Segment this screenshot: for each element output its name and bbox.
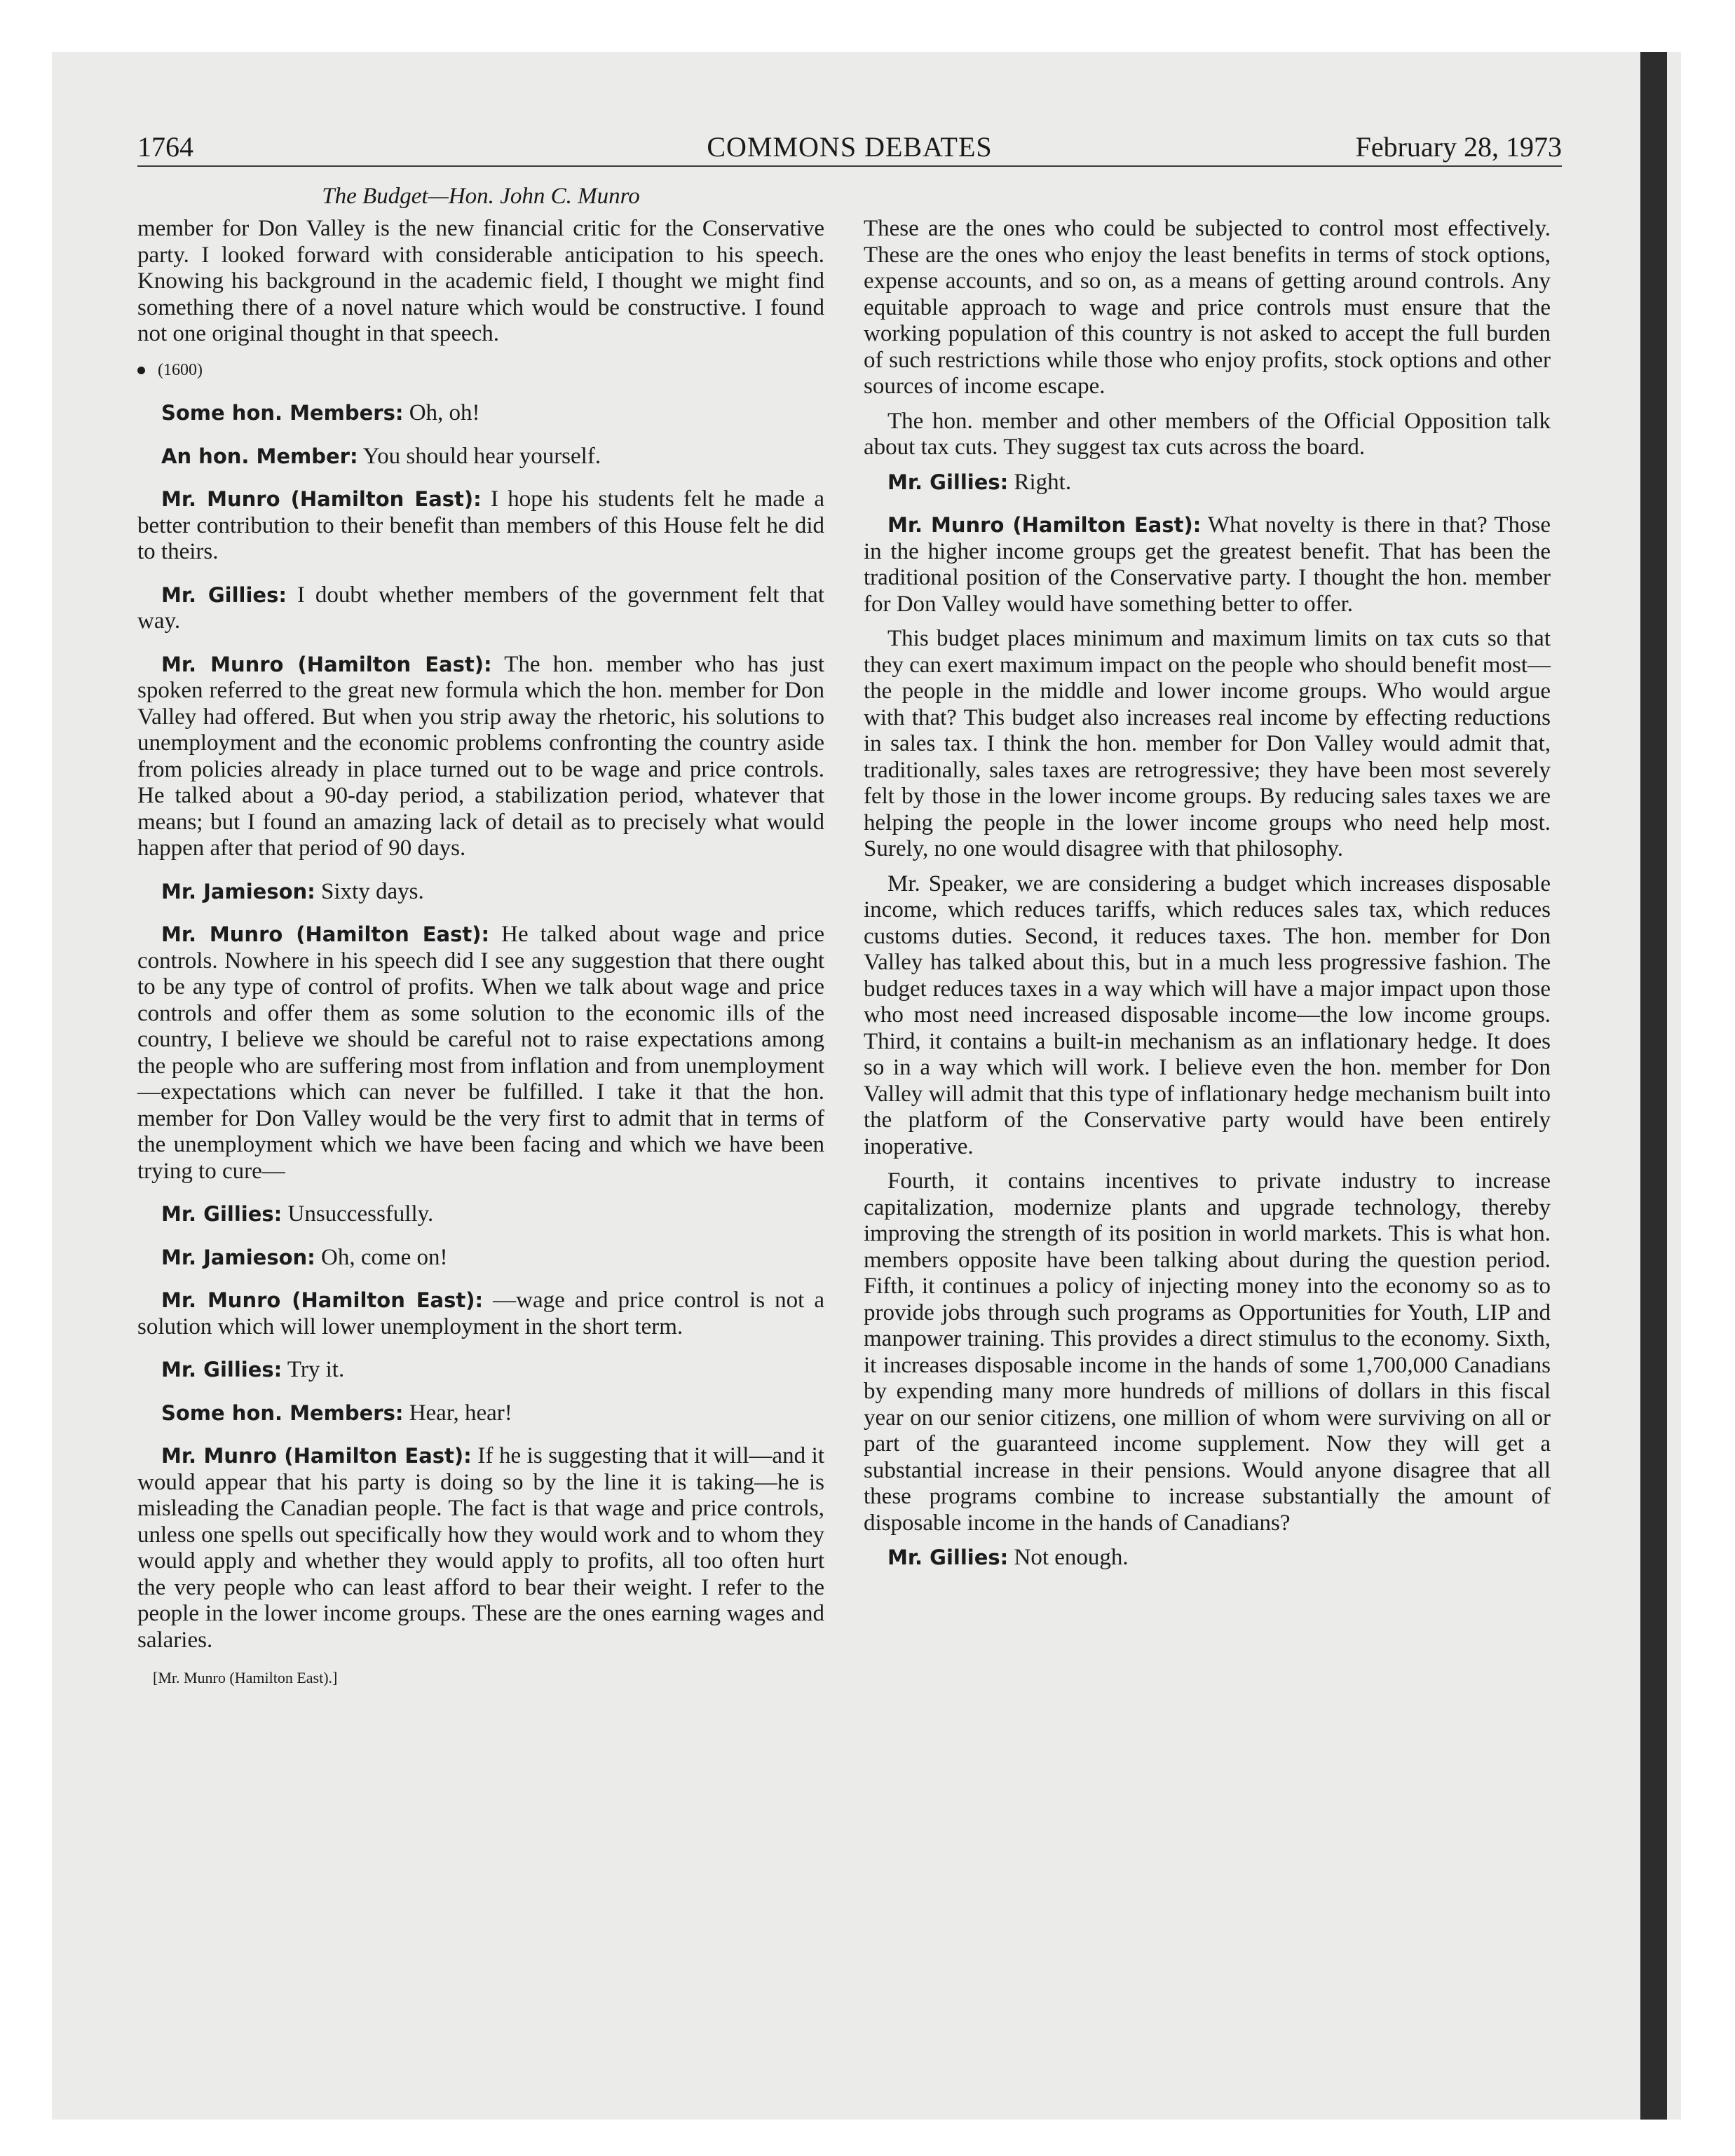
speaker-name: Some hon. Members: (161, 1400, 404, 1425)
speech-paragraph (137, 922, 824, 1185)
speech-text: —wage and price control is not a solution which will lower unemployment in the short term. (137, 1288, 824, 1339)
publication-date: February 28, 1973 (1355, 131, 1562, 163)
running-head: The Budget—Hon. John C. Munro (322, 184, 640, 209)
speech-text: What novelty is there in that? Those in the higher income groups get the greatest benefit. That has been the traditional position of the Conservative party. I thought the hon. member for Don Valley would have something better to offer. (864, 512, 1551, 617)
speaker-name: Mr. Jamieson: (161, 879, 315, 903)
speech-text: Oh, oh! (409, 400, 480, 425)
paragraph: member for Don Valley is the new financial critic for the Conservative party. I looked forward with considerable anticipation to his speech. Knowing his background in the academic field, I thought we might find something there of a novel nature which would be constructive. I found not one original thought in that speech. (137, 216, 824, 346)
speech-text: Try it. (287, 1357, 345, 1382)
paragraph: These are the ones who could be subjected to control most effectively. These are the ones who enjoy the least benefits in terms of stock options, expense accounts, and so on, as a means of getting around controls. Any equitable approach to wage and price controls must ensure that the working population of this country is not asked to accept the full burden of such restrictions while those who enjoy profits, stock options and other sources of income escape. (864, 216, 1551, 399)
speaker-name: Mr. Gillies: (161, 1202, 283, 1226)
speech-text: I hope his students felt he made a better contribution to their benefit than members of this House felt he did to theirs. (137, 486, 825, 564)
speech-text: You should hear yourself. (362, 443, 601, 469)
speaker-name: Mr. Munro (Hamilton East): (161, 922, 490, 946)
speech-text: Hear, hear! (409, 1400, 512, 1426)
speech-paragraph (137, 1400, 824, 1427)
speaker-footnote: [Mr. Munro (Hamilton East).] (153, 1669, 338, 1686)
speaker-name: Mr. Gillies: (161, 582, 287, 607)
speech-text: He talked about wage and price controls. Nowhere in his speech did I see any suggestion that there ought to be any type of control of profits. When we talk about wage and price controls and offer them as some solution to the economic ills of the country, I believe we should be careful not to raise expectations among the people who are suffering most from inflation and from unemployment—expectations which can never be fulfilled. I take it that the hon. member for Don Valley would be the very first to admit that in terms of the unemployment which we have been facing and which we have been trying to cure— (137, 922, 824, 1184)
speaker-name: Mr. Munro (Hamilton East): (161, 652, 492, 676)
speech-paragraph (137, 444, 824, 470)
time-marker-text: (1600) (158, 360, 203, 379)
paragraph: The hon. member and other members of the Official Opposition talk about tax cuts. They suggest tax cuts across the board. (864, 408, 1551, 460)
speech-paragraph (137, 1357, 824, 1384)
page-number: 1764 (137, 131, 193, 163)
speaker-name: Mr. Gillies: (161, 1358, 283, 1381)
speech-text: The hon. member who has just spoken referred to the great new formula which the hon. member for Don Valley had offered. But when you strip away the rhetoric, his solutions to unemployment and the economic problems confronting the country aside from policies already in place turned out to be wage and price controls. He talked about a 90-day period, a stabilization period, whatever that means; but I found an amazing lack of detail as to precisely what would happen after that period of 90 days. (137, 651, 824, 861)
speech-paragraph (137, 1288, 824, 1340)
speech-text: Not enough. (1014, 1545, 1129, 1570)
speaker-name: Mr. Gillies: (887, 1546, 1009, 1569)
time-marker (137, 357, 824, 384)
speaker-name: Some hon. Members: (161, 401, 404, 425)
speaker-name: Mr. Munro (Hamilton East): (161, 1444, 472, 1468)
speech-text: Sixty days. (321, 878, 424, 904)
speech-paragraph (864, 512, 1551, 618)
bullet-icon (137, 367, 145, 374)
speech-paragraph (137, 400, 824, 427)
speech-paragraph (864, 470, 1551, 496)
speaker-name: Mr. Munro (Hamilton East): (161, 1288, 484, 1312)
speaker-name: Mr. Jamieson: (161, 1245, 315, 1269)
speech-paragraph (137, 1245, 824, 1271)
binding-edge (1640, 52, 1667, 2120)
publication-title: COMMONS DEBATES (707, 131, 993, 163)
speech-text: Oh, come on! (321, 1244, 448, 1270)
speech-paragraph (864, 1545, 1551, 1571)
speech-paragraph (137, 652, 824, 862)
speech-text: Unsuccessfully. (287, 1201, 434, 1227)
paragraph: Mr. Speaker, we are considering a budget which increases disposable income, which reduces tariffs, which reduces sales tax, which reduces customs duties. Second, it reduces taxes. The hon. member for Don Valley has talked about this, but in a much less progressive fashion. The budget reduces taxes in a way which will have a major impact upon those who most need increased disposable income—the low income groups. Third, it contains a built-in mechanism as an inflationary hedge. It does so in a way which will work. I believe even the hon. member for Don Valley will admit that this type of inflationary hedge mechanism built into the platform of the Conservative party would have been entirely inoperative. (864, 871, 1551, 1159)
speech-text: I doubt whether members of the government felt that way. (137, 582, 824, 634)
speech-paragraph (137, 1201, 824, 1228)
speaker-name: An hon. Member: (161, 444, 358, 468)
speech-paragraph (137, 879, 824, 906)
paragraph: Fourth, it contains incentives to private industry to increase capitalization, modernize plants and upgrade technology, thereby improving the strength of its position in world markets. This is what hon. members opposite have been talking about during the question period. Fifth, it continues a policy of injecting money into the economy so as to provide jobs through such programs as Opportunities for Youth, LIP and manpower training. This provides a direct stimulus to the economy. Sixth, it increases disposable income in the hands of some 1,700,000 Canadians by expending many more hundreds of millions of dollars in this fiscal year on our senior citizens, one million of whom were surviving on all or part of the guaranteed income supplement. Now they will get a substantial increase in their pensions. Would anyone disagree that all these programs combine to increase substantially the amount of disposable income in the hands of Canadians? (864, 1168, 1551, 1536)
speaker-name: Mr. Munro (Hamilton East): (887, 513, 1202, 537)
speech-paragraph (137, 1443, 824, 1653)
left-column (137, 216, 824, 1691)
speech-text: Right. (1014, 469, 1072, 495)
speech-paragraph (137, 582, 824, 635)
speech-paragraph (137, 486, 824, 566)
paragraph: This budget places minimum and maximum limits on tax cuts so that they can exert maximum impact on the people who should benefit most—the people in the middle and lower income groups. Who would argue with that? This budget also increases real income by effecting reductions in sales tax. I think the hon. member for Don Valley would admit that, traditionally, sales taxes are retrogressive; they have been most severely felt by those in the lower income groups. By reducing sales taxes we are helping the people in the lower income groups who need help most. Surely, no one would disagree with that philosophy. (864, 626, 1551, 861)
page-header (137, 130, 1562, 167)
speech-text: If he is suggesting that it will—and it would appear that his party is doing so by the line it is taking—he is misleading the Canadian people. The fact is that wage and price controls, unless one spells out specifically how they would work and to whom they would apply and whether they would apply to profits, all too often hurt the very people who can least afford to bear their weight. I refer to the people in the lower income groups. These are the ones earning wages and salaries. (137, 1443, 825, 1653)
speaker-name: Mr. Munro (Hamilton East): (161, 487, 482, 511)
speaker-name: Mr. Gillies: (887, 470, 1009, 494)
right-column (864, 216, 1551, 1580)
